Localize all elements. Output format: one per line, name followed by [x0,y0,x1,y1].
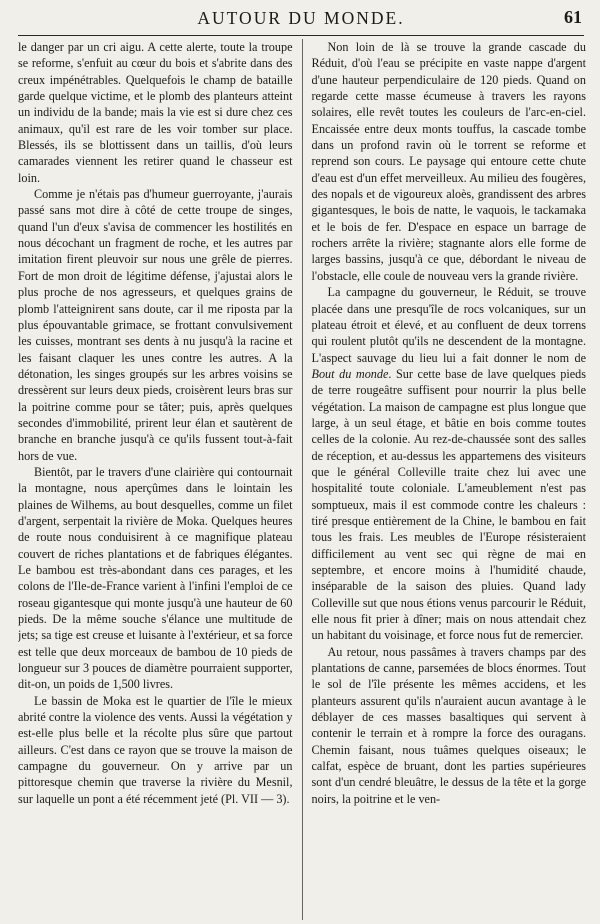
paragraph [312,284,587,644]
running-title: AUTOUR DU MONDE. [197,8,405,28]
paragraph: Comme je n'étais pas d'humeur guerroyante, j'aurais passé sans mot dire à côté de cette troupe de singes, quand l'un d'eux s'avisa de commencer les hostilités en nous décochant un fragment de roche, et les autres par imitation firent pleuvoir sur nous une grêle de pierres. Fort de mon droit de légitime défense, j'ajustai alors le plus proche de nos agresseurs, et quelques grains de plomb l'atteignirent sans doute, car il me riposta par la plus épouvantable grimace, se frottant convulsivement les cuisses, montrant ses dents à nu jusqu'à la racine et les faisant claquer les unes contre les autres. A la détonation, les singes groupés sur les arbres voisins se dressèrent sur leurs deux pieds, croisèrent leurs bras sur la poitrine comme pour se tâter; puis, après quelques secondes d'immobilité, prirent leur élan et sautèrent de branche en branche jusqu'à ce qu'ils fussent tout-à-fait hors de vue. [18,187,293,463]
page-number: 61 [564,7,582,27]
paragraph: Non loin de là se trouve la grande cascade du Réduit, d'où l'eau se précipite en vaste nappe d'argent d'une hauteur perpendiculaire de 120 pieds. Quand on regarde cette masse écumeuse à travers les rayons solaires, elle revêt toutes les couleurs de l'arc-en-ciel. Encaissée entre deux monts touffus, la cascade tombe dans un profond ravin où le torrent se reforme et reprend son cours. Le paysage qui entoure cette chute d'eau est d'un effet merveilleux. Au milieu des fougères, des nopals et de vigoureux aloès, grandissent des arbres gigantesques, le bois de natte, le vaquois, le tackamaka et le bois de fer. D'espace en espace un barrage de rochers arrête la rivière; stagnante alors elle forme de larges bassins, jusqu'à ce que, débordant le niveau de l'obstacle, elle coule de nouveau vers la grande rivière. [311,40,586,283]
header-rule [18,35,584,36]
paragraph: Au retour, nous passâmes à travers champs par des plantations de canne, parsemées de blocs énormes. Tout le sol de l'île présente les mêmes accidens, et les planteurs assurent qu'ils n'auraient aucun avantage à le déblayer de ces masses basaltiques qui servent à contenir le terrain et à rompre la force des ouragans. Chemin faisant, nous tuâmes quelques oiseaux; le calfat, espèce de bruant, dont les parties supérieures sont d'un cendré bleuâtre, le dessus de la tête et la gorge noirs, la poitrine et le ven- [311,644,586,806]
left-column [18,39,302,920]
right-column [302,39,587,920]
italic-place-name: Bout du monde [311,366,389,381]
paragraph: Le bassin de Moka est le quartier de l'île le mieux abrité contre la violence des vents. Aussi la végétation y est-elle plus belle et la récolte plus sûre que partout ailleurs. C'est dans ce rayon que se trouve la maison de campagne du gouverneur. On y arrive par un pittoresque chemin que traverse la rivière du Mesnil, sur laquelle un pont a été récemment jeté (Pl. VII — 3). [18,693,293,806]
paragraph: Bientôt, par le travers d'une clairière qui contournait la montagne, nous aperçûmes dans le lointain les plaines de Wilhems, au bout desquelles, comme un filet d'argent, serpentait la rivière de Moka. Quelques heures de route nous conduisirent à ce magnifique plateau couvert de riches plantations et de fabriques élégantes. Le bambou est très-abondant dans ces parages, et les colons de l'Ile-de-France varient à l'infini l'emploi de ce roseau gigantesque qui monte jusqu'à une hauteur de 60 pieds. De la même souche s'élance une multitude de jets; sa tige est creuse et luisante à l'extérieur, et sa force est telle que deux morceaux de bambou de 10 pieds de longueur sur 3 pouces de diamètre pourraient supporter, dit-on, un poids de 1,500 livres. [18,464,293,692]
paragraph-text: La campagne du gouverneur, le Réduit, se trouve placée dans une presqu'île de rocs volcaniques, sur un plateau étroit et élevé, et au confluent de deux torrens qui roulent plutôt qu'ils ne descendent de la montagne. L'aspect sauvage du lieu lui a fait donner le nom de [311,285,586,365]
page-header [18,6,584,36]
paragraph-text: . Sur cette base de lave quelques pieds de terre rougeâtre suffisent pour nourrir la plus belle végétation. La maison de campagne est plus longue que large, à un seul étage, et bâtie en bois comme toutes celles de la colonie. Au rez-de-chaussée sont des salles de réception, et au-dessus les appartemens des visiteurs que le général Colleville traite chez lui avec une hospitalité toute coloniale. L'ameublement n'est pas somptueux, mais il est commode contre les chaleurs : tiré presque entièrement de la Chine, le bambou en fait tous les frais. Les meubles de l'Europe résisteraient difficilement au vent sec qui règne de mai en septembre, et encore moins à l'humidité chaude, inséparable de la saison des pluies. Quand lady Colleville sut que nous étions venus parcourir le Réduit, elle nous fit prier à dîner; mais on nous attendait chez un habitant du voisinage, et force nous fut de remercier. [311,366,586,643]
text-columns [18,39,586,920]
paragraph: le danger par un cri aigu. A cette alerte, toute la troupe se reforme, s'enfuit au cœur du bois et s'abrite dans des creux impénétrables. Quelquefois le champ de bataille garde quelque victime, et le plomb des planteurs atteint un individu de la bande; mais la vie est si dure chez ces animaux, qu'il est rare de les voir tomber sur place. Blessés, ils se blottissent dans un taillis, d'où leurs camarades viennent les retirer quand le chasseur est loin. [18,40,293,185]
